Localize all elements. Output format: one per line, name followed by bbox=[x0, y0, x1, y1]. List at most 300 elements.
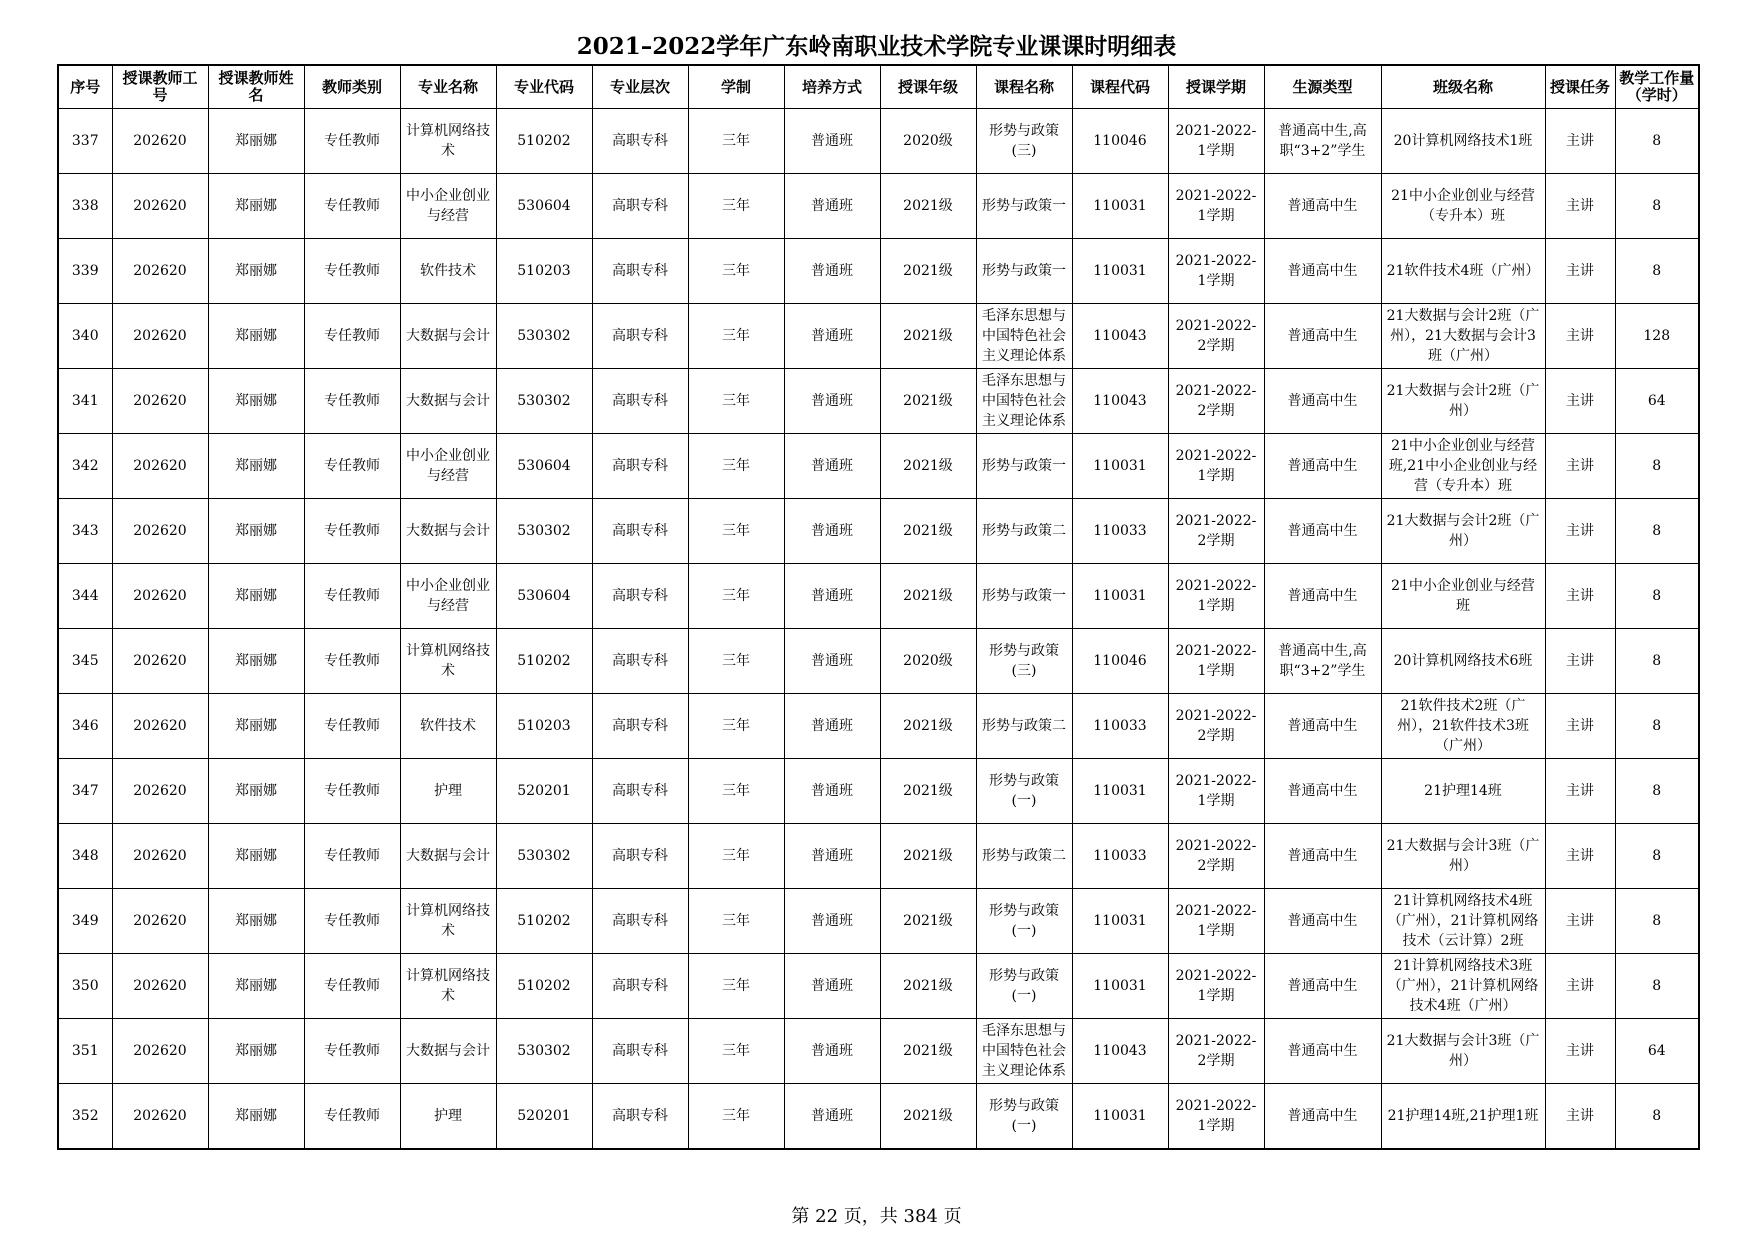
cell-major-code bbox=[496, 889, 592, 954]
cell-text: 8 bbox=[1652, 458, 1662, 474]
cell-course-code bbox=[1072, 1019, 1168, 1084]
cell-course-code bbox=[1072, 239, 1168, 304]
cell-major-code bbox=[496, 564, 592, 629]
cell-seq bbox=[58, 1019, 112, 1084]
cell-text: 大数据与会计 bbox=[406, 393, 490, 409]
cell-major-name bbox=[400, 304, 496, 369]
cell-duration bbox=[688, 1019, 784, 1084]
cell-text: 110031 bbox=[1093, 913, 1147, 929]
cell-student-source bbox=[1264, 954, 1381, 1019]
cell-teacher-category bbox=[304, 759, 400, 824]
cell-training-mode bbox=[784, 824, 880, 889]
cell-course-code bbox=[1072, 889, 1168, 954]
cell-seq bbox=[58, 954, 112, 1019]
cell-text: 普通高中生 bbox=[1287, 783, 1358, 799]
cell-text: 三年 bbox=[722, 588, 750, 604]
cell-student-source bbox=[1264, 239, 1381, 304]
cell-text: 形势与政策(一) bbox=[989, 773, 1059, 809]
cell-duration bbox=[688, 824, 784, 889]
cell-text: 形势与政策二 bbox=[982, 718, 1066, 734]
cell-student-source bbox=[1264, 1019, 1381, 1084]
cell-grade bbox=[880, 954, 976, 1019]
cell-class-name bbox=[1381, 304, 1545, 369]
cell-duration bbox=[688, 1084, 784, 1150]
cell-text: 主讲 bbox=[1566, 1043, 1594, 1059]
table-row bbox=[58, 629, 1699, 694]
cell-text: 高职专科 bbox=[612, 913, 668, 929]
cell-task bbox=[1545, 369, 1615, 434]
cell-class-name bbox=[1381, 1019, 1545, 1084]
cell-course-code bbox=[1072, 954, 1168, 1019]
cell-text: 主讲 bbox=[1566, 848, 1594, 864]
cell-major-code bbox=[496, 1019, 592, 1084]
cell-major-name bbox=[400, 1084, 496, 1150]
cell-text: 主讲 bbox=[1566, 783, 1594, 799]
cell-semester bbox=[1168, 564, 1264, 629]
cell-teacher-category bbox=[304, 629, 400, 694]
cell-task bbox=[1545, 174, 1615, 239]
cell-teacher-name bbox=[208, 889, 304, 954]
cell-text: 专任教师 bbox=[324, 263, 380, 279]
cell-seq bbox=[58, 694, 112, 759]
cell-major-level bbox=[592, 1019, 688, 1084]
cell-major-name bbox=[400, 174, 496, 239]
cell-text: 8 bbox=[1652, 913, 1662, 929]
cell-seq bbox=[58, 109, 112, 174]
cell-text: 普通班 bbox=[811, 133, 853, 149]
cell-text: 三年 bbox=[722, 718, 750, 734]
cell-text: 高职专科 bbox=[612, 458, 668, 474]
cell-text: 2021-2022-2学期 bbox=[1175, 318, 1257, 354]
cell-course-code bbox=[1072, 629, 1168, 694]
cell-training-mode bbox=[784, 564, 880, 629]
cell-text: 345 bbox=[71, 653, 99, 669]
cell-text: 110033 bbox=[1093, 718, 1147, 734]
cell-text: 2021-2022-2学期 bbox=[1175, 838, 1257, 874]
col-header-class-name: 班级名称 bbox=[1381, 65, 1545, 109]
table-row bbox=[58, 304, 1699, 369]
cell-text: 8 bbox=[1652, 198, 1662, 214]
cell-text: 普通班 bbox=[811, 783, 853, 799]
cell-text: 21大数据与会计2班（广州），21大数据与会计3班（广州） bbox=[1386, 308, 1540, 364]
cell-text: 8 bbox=[1652, 523, 1662, 539]
cell-teacher-name bbox=[208, 564, 304, 629]
cell-major-code bbox=[496, 1084, 592, 1150]
cell-text: 350 bbox=[71, 978, 99, 994]
cell-text: 普通班 bbox=[811, 848, 853, 864]
cell-text: 护理 bbox=[434, 783, 462, 799]
cell-text: 郑丽娜 bbox=[235, 133, 277, 149]
cell-text: 202620 bbox=[133, 978, 187, 994]
cell-major-name bbox=[400, 954, 496, 1019]
table-row bbox=[58, 1019, 1699, 1084]
cell-workload bbox=[1615, 109, 1699, 174]
cell-major-name bbox=[400, 889, 496, 954]
cell-text: 530302 bbox=[517, 393, 571, 409]
cell-text: 343 bbox=[71, 523, 99, 539]
cell-text: 普通班 bbox=[811, 653, 853, 669]
cell-teacher-id bbox=[112, 1019, 208, 1084]
cell-text: 21软件技术2班（广州），21软件技术3班（广州） bbox=[1397, 698, 1529, 754]
cell-text: 三年 bbox=[722, 783, 750, 799]
cell-text: 510202 bbox=[517, 913, 571, 929]
cell-seq bbox=[58, 1084, 112, 1150]
cell-teacher-id bbox=[112, 434, 208, 499]
col-header-course-name: 课程名称 bbox=[976, 65, 1072, 109]
cell-text: 202620 bbox=[133, 718, 187, 734]
cell-text: 110046 bbox=[1093, 133, 1147, 149]
cell-text: 普通班 bbox=[811, 328, 853, 344]
cell-text: 2021级 bbox=[903, 328, 953, 344]
cell-text: 形势与政策一 bbox=[982, 263, 1066, 279]
cell-text: 21计算机网络技术4班（广州），21计算机网络技术（云计算）2班 bbox=[1387, 893, 1539, 949]
cell-text: 大数据与会计 bbox=[406, 328, 490, 344]
cell-training-mode bbox=[784, 759, 880, 824]
cell-text: 三年 bbox=[722, 848, 750, 864]
cell-teacher-id bbox=[112, 499, 208, 564]
cell-teacher-name bbox=[208, 1084, 304, 1150]
cell-course-name bbox=[976, 629, 1072, 694]
cell-class-name bbox=[1381, 889, 1545, 954]
cell-text: 普通高中生 bbox=[1287, 1043, 1358, 1059]
cell-seq bbox=[58, 759, 112, 824]
cell-text: 普通高中生 bbox=[1287, 913, 1358, 929]
cell-text: 8 bbox=[1652, 653, 1662, 669]
table-row bbox=[58, 889, 1699, 954]
cell-text: 340 bbox=[71, 328, 99, 344]
cell-course-code bbox=[1072, 109, 1168, 174]
cell-teacher-category bbox=[304, 239, 400, 304]
cell-text: 高职专科 bbox=[612, 1108, 668, 1124]
cell-text: 大数据与会计 bbox=[406, 523, 490, 539]
cell-major-name bbox=[400, 239, 496, 304]
col-header-grade: 授课年级 bbox=[880, 65, 976, 109]
cell-teacher-name bbox=[208, 824, 304, 889]
cell-teacher-id bbox=[112, 759, 208, 824]
cell-text: 2021级 bbox=[903, 458, 953, 474]
cell-major-name bbox=[400, 759, 496, 824]
cell-text: 8 bbox=[1652, 978, 1662, 994]
cell-text: 8 bbox=[1652, 848, 1662, 864]
cell-text: 128 bbox=[1643, 328, 1671, 344]
table-row bbox=[58, 174, 1699, 239]
cell-text: 21计算机网络技术3班（广州），21计算机网络技术4班（广州） bbox=[1387, 958, 1539, 1014]
cell-task bbox=[1545, 499, 1615, 564]
cell-course-code bbox=[1072, 434, 1168, 499]
cell-workload bbox=[1615, 1019, 1699, 1084]
col-header-semester: 授课学期 bbox=[1168, 65, 1264, 109]
cell-text: 341 bbox=[71, 393, 99, 409]
cell-text: 530302 bbox=[517, 1043, 571, 1059]
cell-class-name bbox=[1381, 629, 1545, 694]
cell-text: 2021-2022-1学期 bbox=[1175, 1098, 1257, 1134]
cell-major-code bbox=[496, 434, 592, 499]
cell-major-level bbox=[592, 1084, 688, 1150]
cell-major-name bbox=[400, 434, 496, 499]
cell-text: 510202 bbox=[517, 653, 571, 669]
cell-text: 202620 bbox=[133, 1108, 187, 1124]
col-header-task: 授课任务 bbox=[1545, 65, 1615, 109]
cell-grade bbox=[880, 109, 976, 174]
col-header-teacher-category: 教师类别 bbox=[304, 65, 400, 109]
cell-text: 2021级 bbox=[903, 523, 953, 539]
cell-teacher-id bbox=[112, 694, 208, 759]
cell-text: 110031 bbox=[1093, 978, 1147, 994]
cell-text: 普通班 bbox=[811, 523, 853, 539]
cell-text: 高职专科 bbox=[612, 718, 668, 734]
cell-text: 高职专科 bbox=[612, 848, 668, 864]
cell-major-name bbox=[400, 109, 496, 174]
cell-teacher-category bbox=[304, 564, 400, 629]
cell-text: 郑丽娜 bbox=[235, 1043, 277, 1059]
cell-teacher-category bbox=[304, 954, 400, 1019]
cell-text: 普通班 bbox=[811, 198, 853, 214]
cell-student-source bbox=[1264, 109, 1381, 174]
cell-training-mode bbox=[784, 889, 880, 954]
cell-workload bbox=[1615, 304, 1699, 369]
cell-text: 主讲 bbox=[1566, 393, 1594, 409]
cell-text: 8 bbox=[1652, 1108, 1662, 1124]
cell-course-code bbox=[1072, 304, 1168, 369]
cell-text: 21护理14班,21护理1班 bbox=[1387, 1108, 1539, 1124]
cell-text: 8 bbox=[1652, 718, 1662, 734]
cell-class-name bbox=[1381, 759, 1545, 824]
cell-text: 郑丽娜 bbox=[235, 198, 277, 214]
cell-grade bbox=[880, 499, 976, 564]
cell-text: 2021级 bbox=[903, 588, 953, 604]
cell-task bbox=[1545, 954, 1615, 1019]
cell-teacher-category bbox=[304, 369, 400, 434]
cell-text: 2021-2022-1学期 bbox=[1175, 253, 1257, 289]
cell-workload bbox=[1615, 889, 1699, 954]
cell-text: 形势与政策一 bbox=[982, 588, 1066, 604]
cell-text: 软件技术 bbox=[420, 718, 476, 734]
cell-workload bbox=[1615, 759, 1699, 824]
cell-text: 110043 bbox=[1093, 328, 1147, 344]
cell-text: 郑丽娜 bbox=[235, 523, 277, 539]
col-header-student-source: 生源类型 bbox=[1264, 65, 1381, 109]
col-header-teacher-name: 授课教师姓名 bbox=[208, 65, 304, 109]
cell-text: 64 bbox=[1647, 1043, 1666, 1059]
cell-text: 349 bbox=[71, 913, 99, 929]
cell-course-code bbox=[1072, 174, 1168, 239]
cell-course-name bbox=[976, 889, 1072, 954]
cell-text: 普通高中生 bbox=[1287, 263, 1358, 279]
cell-text: 346 bbox=[71, 718, 99, 734]
cell-text: 三年 bbox=[722, 458, 750, 474]
cell-text: 郑丽娜 bbox=[235, 588, 277, 604]
cell-teacher-name bbox=[208, 174, 304, 239]
cell-course-name bbox=[976, 1084, 1072, 1150]
cell-teacher-category bbox=[304, 824, 400, 889]
cell-text: 347 bbox=[71, 783, 99, 799]
cell-major-level bbox=[592, 239, 688, 304]
cell-teacher-category bbox=[304, 174, 400, 239]
cell-text: 三年 bbox=[722, 328, 750, 344]
cell-teacher-category bbox=[304, 1084, 400, 1150]
table-row bbox=[58, 1084, 1699, 1150]
cell-duration bbox=[688, 434, 784, 499]
cell-text: 计算机网络技术 bbox=[406, 903, 490, 939]
cell-text: 2021-2022-1学期 bbox=[1175, 968, 1257, 1004]
cell-text: 202620 bbox=[133, 783, 187, 799]
cell-text: 530604 bbox=[517, 458, 571, 474]
cell-major-name bbox=[400, 629, 496, 694]
cell-text: 高职专科 bbox=[612, 783, 668, 799]
cell-teacher-name bbox=[208, 109, 304, 174]
cell-text: 2021-2022-1学期 bbox=[1175, 578, 1257, 614]
cell-duration bbox=[688, 694, 784, 759]
cell-student-source bbox=[1264, 694, 1381, 759]
cell-text: 2021-2022-2学期 bbox=[1175, 513, 1257, 549]
cell-text: 339 bbox=[71, 263, 99, 279]
cell-text: 21护理14班 bbox=[1424, 783, 1502, 799]
cell-task bbox=[1545, 239, 1615, 304]
cell-text: 530302 bbox=[517, 523, 571, 539]
cell-workload bbox=[1615, 629, 1699, 694]
cell-semester bbox=[1168, 1084, 1264, 1150]
cell-task bbox=[1545, 434, 1615, 499]
cell-text: 主讲 bbox=[1566, 263, 1594, 279]
cell-workload bbox=[1615, 369, 1699, 434]
cell-major-level bbox=[592, 954, 688, 1019]
cell-text: 计算机网络技术 bbox=[406, 643, 490, 679]
cell-text: 主讲 bbox=[1566, 328, 1594, 344]
cell-task bbox=[1545, 824, 1615, 889]
cell-text: 计算机网络技术 bbox=[406, 968, 490, 1004]
cell-class-name bbox=[1381, 434, 1545, 499]
col-header-teacher-id: 授课教师工号 bbox=[112, 65, 208, 109]
cell-text: 8 bbox=[1652, 783, 1662, 799]
cell-text: 110033 bbox=[1093, 848, 1147, 864]
cell-text: 形势与政策(三) bbox=[989, 123, 1059, 159]
col-header-major-code: 专业代码 bbox=[496, 65, 592, 109]
cell-text: 20计算机网络技术1班 bbox=[1393, 133, 1533, 149]
cell-major-level bbox=[592, 564, 688, 629]
cell-class-name bbox=[1381, 174, 1545, 239]
cell-text: 110046 bbox=[1093, 653, 1147, 669]
header-row bbox=[58, 65, 1699, 109]
cell-major-level bbox=[592, 889, 688, 954]
table-row bbox=[58, 434, 1699, 499]
cell-grade bbox=[880, 1084, 976, 1150]
cell-text: 高职专科 bbox=[612, 978, 668, 994]
cell-text: 110031 bbox=[1093, 783, 1147, 799]
cell-duration bbox=[688, 174, 784, 239]
cell-student-source bbox=[1264, 369, 1381, 434]
cell-text: 中小企业创业与经营 bbox=[406, 188, 490, 224]
cell-class-name bbox=[1381, 109, 1545, 174]
cell-text: 专任教师 bbox=[324, 588, 380, 604]
cell-text: 专任教师 bbox=[324, 328, 380, 344]
cell-text: 高职专科 bbox=[612, 198, 668, 214]
cell-text: 三年 bbox=[722, 1043, 750, 1059]
cell-text: 2021级 bbox=[903, 198, 953, 214]
cell-student-source bbox=[1264, 434, 1381, 499]
cell-text: 2021级 bbox=[903, 913, 953, 929]
table-row bbox=[58, 239, 1699, 304]
cell-text: 形势与政策一 bbox=[982, 198, 1066, 214]
cell-text: 专任教师 bbox=[324, 653, 380, 669]
cell-class-name bbox=[1381, 694, 1545, 759]
cell-text: 专任教师 bbox=[324, 1043, 380, 1059]
table-row bbox=[58, 564, 1699, 629]
cell-text: 351 bbox=[71, 1043, 99, 1059]
cell-text: 专任教师 bbox=[324, 783, 380, 799]
cell-text: 普通高中生,高职“3+2”学生 bbox=[1278, 123, 1367, 159]
cell-task bbox=[1545, 1084, 1615, 1150]
cell-duration bbox=[688, 954, 784, 1019]
cell-text: 21中小企业创业与经营（专升本）班 bbox=[1391, 188, 1535, 224]
cell-training-mode bbox=[784, 954, 880, 1019]
cell-text: 高职专科 bbox=[612, 263, 668, 279]
cell-text: 202620 bbox=[133, 653, 187, 669]
cell-class-name bbox=[1381, 564, 1545, 629]
cell-course-name bbox=[976, 759, 1072, 824]
cell-student-source bbox=[1264, 889, 1381, 954]
cell-course-code bbox=[1072, 759, 1168, 824]
cell-training-mode bbox=[784, 174, 880, 239]
table-row bbox=[58, 694, 1699, 759]
cell-semester bbox=[1168, 759, 1264, 824]
cell-task bbox=[1545, 889, 1615, 954]
cell-training-mode bbox=[784, 109, 880, 174]
cell-training-mode bbox=[784, 434, 880, 499]
cell-course-name bbox=[976, 499, 1072, 564]
cell-teacher-name bbox=[208, 629, 304, 694]
cell-major-code bbox=[496, 109, 592, 174]
cell-seq bbox=[58, 369, 112, 434]
cell-semester bbox=[1168, 369, 1264, 434]
cell-text: 毛泽东思想与中国特色社会主义理论体系 bbox=[982, 308, 1066, 364]
cell-teacher-category bbox=[304, 889, 400, 954]
cell-text: 三年 bbox=[722, 978, 750, 994]
cell-text: 普通班 bbox=[811, 718, 853, 734]
cell-semester bbox=[1168, 239, 1264, 304]
cell-text: 2021级 bbox=[903, 848, 953, 864]
cell-teacher-category bbox=[304, 109, 400, 174]
cell-grade bbox=[880, 694, 976, 759]
cell-text: 郑丽娜 bbox=[235, 718, 277, 734]
table-header bbox=[58, 65, 1699, 109]
cell-major-name bbox=[400, 824, 496, 889]
cell-text: 主讲 bbox=[1566, 198, 1594, 214]
col-header-major-level: 专业层次 bbox=[592, 65, 688, 109]
cell-text: 专任教师 bbox=[324, 523, 380, 539]
cell-text: 专任教师 bbox=[324, 718, 380, 734]
cell-task bbox=[1545, 564, 1615, 629]
cell-text: 专任教师 bbox=[324, 393, 380, 409]
cell-text: 郑丽娜 bbox=[235, 458, 277, 474]
cell-duration bbox=[688, 239, 784, 304]
cell-semester bbox=[1168, 109, 1264, 174]
cell-training-mode bbox=[784, 1084, 880, 1150]
cell-text: 专任教师 bbox=[324, 198, 380, 214]
cell-text: 主讲 bbox=[1566, 133, 1594, 149]
cell-text: 2021级 bbox=[903, 718, 953, 734]
cell-text: 专任教师 bbox=[324, 978, 380, 994]
cell-text: 高职专科 bbox=[612, 393, 668, 409]
cell-task bbox=[1545, 109, 1615, 174]
cell-grade bbox=[880, 564, 976, 629]
cell-text: 专任教师 bbox=[324, 848, 380, 864]
cell-text: 202620 bbox=[133, 393, 187, 409]
cell-teacher-name bbox=[208, 759, 304, 824]
cell-text: 20计算机网络技术6班 bbox=[1393, 653, 1533, 669]
cell-major-level bbox=[592, 369, 688, 434]
cell-teacher-name bbox=[208, 304, 304, 369]
page-title: 2021–2022学年广东岭南职业技术学院专业课课时明细表 bbox=[576, 33, 1177, 60]
